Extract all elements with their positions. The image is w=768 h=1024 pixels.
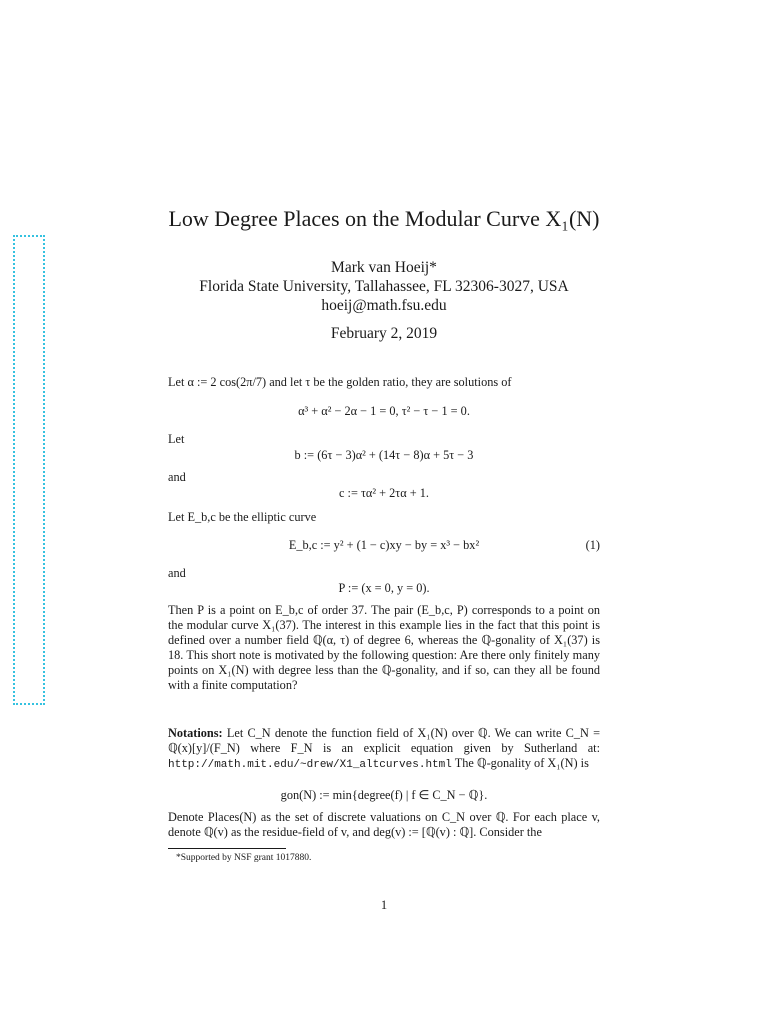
sutherland-url-link[interactable]: http://math.mit.edu/~drew/X1_altcurves.html xyxy=(168,759,452,771)
author-name: Mark van Hoeij* xyxy=(331,259,437,276)
intro-paragraph: Let α := 2 cos(2π/7) and let τ be the golden ratio, they are solutions of xyxy=(168,375,512,389)
equation-c: c := τα² + 2τα + 1. xyxy=(339,486,429,500)
equation-number: (1) xyxy=(585,538,600,552)
author-affiliation: Florida State University, Tallahassee, FL 32306-3027, USA xyxy=(199,278,569,295)
let-label: Let xyxy=(168,432,185,446)
equation-gonality: gon(N) := min{degree(f) | f ∈ C_N − ℚ}. xyxy=(280,788,488,802)
places-paragraph: Denote Places(N) as the set of discrete valuations on C_N over ℚ. For each place v, denote ℚ(v) as the residue-field of v, and deg(v) := [ℚ(v) : ℚ]. Consider the xyxy=(168,810,600,839)
and-label-1: and xyxy=(168,470,186,484)
equation-minimal-polynomials: α³ + α² − 2α − 1 = 0, τ² − τ − 1 = 0. xyxy=(298,404,470,418)
elliptic-curve-intro: Let E_b,c be the elliptic curve xyxy=(168,510,317,524)
author-email: hoeij@math.fsu.edu xyxy=(321,297,447,314)
notations-heading: Notations: xyxy=(168,726,223,740)
equation-point-p: P := (x = 0, y = 0). xyxy=(338,581,430,595)
equation-elliptic-curve-body: E_b,c := y² + (1 − c)xy − by = x³ − bx² xyxy=(288,538,480,552)
footnote: *Supported by NSF grant 1017880. xyxy=(176,853,312,863)
paper-date: February 2, 2019 xyxy=(330,325,438,342)
footnote-rule xyxy=(168,848,286,849)
notations-text-a: Let C_N denote the function field of X₁(N) over ℚ. We can write C_N = ℚ(x)[y]/(F_N) where F_N is an explicit equation given by Sutherland at: xyxy=(168,726,600,755)
page-number: 1 xyxy=(380,898,388,912)
equation-elliptic-curve xyxy=(168,538,600,553)
notations-text-b: The ℚ-gonality of X₁(N) is xyxy=(451,756,589,770)
notations-paragraph xyxy=(168,726,600,773)
equation-b: b := (6τ − 3)α² + (14τ − 8)α + 5τ − 3 xyxy=(294,448,474,462)
paper-title: Low Degree Places on the Modular Curve X₁(N) xyxy=(168,206,600,231)
and-label-2: and xyxy=(168,566,186,580)
motivation-paragraph: Then P is a point on E_b,c of order 37. The pair (E_b,c, P) corresponds to a point on the modular curve X₁(37). The interest in this example lies in the fact that this point is defined over a number field ℚ(α, τ) of degree 6, whereas the ℚ-gonality of X₁(37) is 18. This short note is motivated by the following question: Are there only finitely many points on X₁(N) with degree less than the ℚ-gonality, and if so, can they all be found with a finite computation? xyxy=(168,603,600,692)
